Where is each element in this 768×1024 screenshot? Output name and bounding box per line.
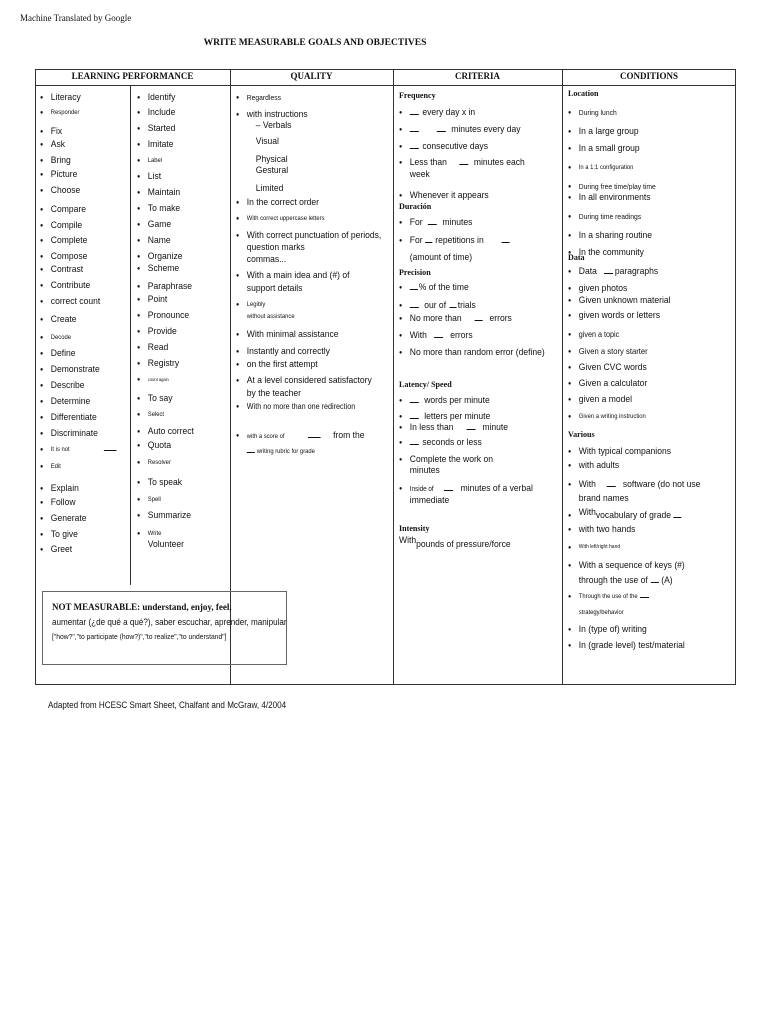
list-item: ● In a 1:1 configuration [568, 162, 656, 173]
quality-list [236, 92, 397, 457]
list-item: ● In (grade level) test/material [568, 640, 700, 651]
list-item: ● Auto correct [137, 426, 194, 437]
list-item: ● Write [137, 528, 194, 539]
conditions-header: CONDITIONS [619, 71, 678, 81]
list-item: ● Choose [40, 185, 116, 196]
blank-line [410, 114, 419, 115]
learning-performance-header: LEARNING PERFORMANCE [71, 71, 194, 81]
list-item [399, 422, 533, 433]
list-item: ● With no more than one redirection [236, 401, 381, 412]
blank-line [410, 289, 418, 290]
list-item: ● With left/right hand [568, 542, 700, 553]
data-heading: Data [568, 252, 585, 262]
list-item: ● count again [137, 374, 194, 385]
list-item: ● Ask [40, 139, 116, 150]
blank-line [474, 320, 482, 321]
list-item: ● With typical companions [568, 446, 700, 457]
quality-header: QUALITY [290, 71, 333, 81]
list-item: ● In a large group [568, 126, 656, 137]
list-item: ● correct count [40, 296, 116, 307]
item-text: minutes [442, 217, 473, 228]
item-text: through the use of [578, 575, 648, 586]
data-list [568, 266, 682, 422]
list-item [399, 330, 545, 341]
list-item: minutes [409, 465, 440, 476]
list-item: ● Spell [137, 494, 194, 505]
blank-line [425, 242, 432, 243]
not-measurable-line: ["how?","to participate (how?)","to realize","to understand"] [52, 632, 227, 641]
list-item: ● Quota [137, 440, 194, 451]
blank-line [450, 307, 457, 308]
list-item: ● Discriminate [40, 428, 116, 439]
list-item: ● To make [137, 203, 194, 214]
item-text: our of [424, 300, 447, 311]
source-footer: Adapted from HCESC Smart Sheet, Chalfant and McGraw, 4/2004 [48, 700, 287, 710]
list-item: ● Given a writing instruction [568, 411, 671, 422]
list-item [399, 124, 525, 135]
blank-line [437, 131, 446, 132]
item-text: minute [482, 422, 508, 433]
list-item [236, 446, 381, 457]
list-item: ● Fix [40, 126, 116, 137]
item-text: letters per minute [424, 411, 491, 422]
list-item [399, 300, 545, 311]
location-heading: Location [568, 88, 599, 98]
list-item: ● With minimal assistance [236, 329, 381, 340]
list-item: ● Paraphrase [137, 281, 194, 292]
item-text: vocabulary of grade [595, 510, 672, 521]
list-item: ● Contribute [40, 280, 116, 291]
item-text: words per minute [424, 395, 490, 406]
item-text: pounds of pressure/force [416, 539, 511, 550]
list-item: ● Define [40, 348, 116, 359]
list-item: ● Greet [40, 544, 116, 555]
blank-line [410, 307, 419, 308]
latency-heading: Latency/ Speed [399, 379, 452, 389]
list-item: ● In (type of) writing [568, 624, 700, 635]
list-item: ● Demonstrate [40, 364, 116, 375]
item-text: Less than [409, 157, 447, 168]
item-text: every day x in [422, 107, 476, 118]
item-text: With [578, 507, 596, 518]
list-item: ● Game [137, 219, 194, 230]
list-item: question marks [246, 242, 305, 253]
list-item: ● Whenever it appears [399, 190, 525, 201]
item-text: minutes of a verbal [460, 483, 533, 494]
blank-line [607, 486, 616, 487]
blank-line [444, 490, 453, 491]
learning-subcolumn-divider [130, 85, 131, 585]
learning-list-b [137, 92, 200, 550]
item-text: In less than [409, 422, 454, 433]
criteria-header: CRITERIA [454, 71, 500, 81]
list-item: ● With correct punctuation of periods, [236, 230, 381, 241]
not-measurable-verbs: : understand, enjoy, feel, [137, 602, 232, 612]
list-item [399, 395, 533, 406]
list-item: support details [246, 283, 303, 294]
list-item [399, 235, 510, 246]
blank-line [650, 582, 658, 583]
list-item: ● Given a calculator [568, 378, 671, 389]
list-item: ● Compose [40, 251, 116, 262]
list-item [40, 444, 116, 455]
list-item: ● Follow [40, 497, 116, 508]
blank-line [674, 517, 682, 518]
list-item: ● Generate [40, 513, 116, 524]
list-item: Visual [255, 136, 279, 147]
list-item: ● Responder [40, 107, 116, 118]
item-text: For [409, 217, 423, 228]
latency-list [399, 395, 548, 506]
list-item: ● Compare [40, 204, 116, 215]
blank-line [410, 444, 419, 445]
machine-translated-note: Machine Translated by Google [20, 13, 132, 23]
list-item [399, 437, 533, 448]
item-text: paragraphs [614, 266, 659, 277]
list-item: Physical [255, 154, 288, 165]
list-item: ● with instructions [236, 109, 381, 120]
item-text: Inside of [409, 486, 434, 493]
list-item: ● given a model [568, 394, 671, 405]
blank-line [104, 450, 117, 451]
list-item: ● given a topic [568, 329, 671, 340]
list-item [568, 507, 700, 521]
list-item: ● given photos [568, 283, 671, 294]
list-item: ● with two hands [568, 524, 700, 535]
list-item [568, 266, 671, 277]
list-item [399, 282, 545, 293]
list-item: ● Determine [40, 396, 116, 407]
item-text: errors [450, 330, 473, 341]
learning-list-a [40, 92, 125, 555]
list-item: ● Organize [137, 251, 194, 262]
list-item: ● Literacy [40, 92, 116, 103]
list-item [568, 575, 700, 586]
list-item: ● Complete [40, 235, 116, 246]
list-item: immediate [409, 495, 450, 506]
list-item: ● Scheme [137, 263, 194, 274]
list-item: ● on the first attempt [236, 359, 381, 370]
list-item: Gestural [255, 165, 289, 176]
list-item: ● Given CVC words [568, 362, 671, 373]
item-text: trials [457, 300, 476, 311]
item-text: For [409, 235, 423, 246]
list-item: – Verbals [255, 120, 292, 131]
list-item: ● With a main idea and (#) of [236, 270, 381, 281]
blank-line [410, 418, 419, 419]
list-item: ● Picture [40, 169, 116, 180]
item-text: It is not [50, 446, 70, 453]
item-text: seconds or less [422, 437, 482, 448]
list-item: ● Edit [40, 461, 116, 472]
list-item: ● Label [137, 155, 194, 166]
list-item [236, 430, 381, 442]
item-text: minutes each [473, 157, 525, 168]
blank-line [640, 597, 649, 598]
blank-line [308, 437, 321, 438]
list-item: ● Describe [40, 380, 116, 391]
list-item: ● Read [137, 342, 194, 353]
list-item: ● During time readings [568, 211, 656, 222]
blank-line [459, 164, 468, 165]
blank-line [434, 337, 443, 338]
list-item: strategy/behavior [578, 609, 624, 616]
item-text: With [409, 330, 427, 341]
list-item: ● Bring [40, 155, 116, 166]
list-item [399, 483, 533, 495]
not-measurable-title [52, 602, 232, 612]
blank-line [247, 452, 255, 453]
list-item: ● Decode [40, 332, 116, 343]
blank-line [604, 273, 613, 274]
list-item: ● No more than random error (define) [399, 347, 545, 358]
list-item: ● Registry [137, 358, 194, 369]
list-item: ● given words or letters [568, 310, 671, 321]
duration-list [399, 217, 522, 263]
blank-line [466, 429, 475, 430]
list-item: week [409, 169, 430, 180]
list-item: ● With correct uppercase letters [236, 213, 381, 224]
item-text: With [578, 479, 596, 490]
blank-line [410, 402, 419, 403]
list-item: ● With a sequence of keys (#) [568, 560, 700, 571]
table-header-divider [35, 85, 736, 86]
duration-heading: Duración [399, 201, 432, 211]
item-text: software (do not use [622, 479, 701, 490]
list-item: ● Imitate [137, 139, 194, 150]
list-item: ● Summarize [137, 510, 194, 521]
list-item: ● To give [40, 529, 116, 540]
blank-line [410, 131, 419, 132]
list-item: ● Regardless [236, 92, 381, 103]
item-text: repetitions in [435, 235, 484, 246]
intensity-item [399, 535, 511, 550]
list-item: ● Differentiate [40, 412, 116, 423]
item-text: With [399, 535, 417, 546]
list-item: ● Identify [137, 92, 194, 103]
list-item: ● List [137, 171, 194, 182]
various-list [568, 446, 715, 651]
list-item: ● In a small group [568, 143, 656, 154]
list-item [568, 479, 700, 490]
list-item: ● During lunch [568, 107, 656, 118]
list-item: ● Provide [137, 326, 194, 337]
list-item: ● To say [137, 393, 194, 404]
list-item: ● Compile [40, 220, 116, 231]
list-item: ● Given a story starter [568, 346, 671, 357]
list-item [399, 157, 525, 168]
list-item: ● Maintain [137, 187, 194, 198]
list-item: by the teacher [246, 388, 301, 399]
list-item: (amount of time) [409, 252, 473, 263]
list-item: ● with adults [568, 460, 700, 471]
list-item: ● Pronounce [137, 310, 194, 321]
list-item: ● Legibly [236, 299, 381, 310]
not-measurable-line: aumentar (¿de qué a qué?), saber escuchar, aprender, manipular [52, 617, 287, 627]
intensity-heading: Intensity [399, 523, 430, 533]
list-item: ● In the community [568, 247, 656, 258]
precision-heading: Precision [399, 267, 431, 277]
list-item: ● In all environments [568, 192, 656, 203]
list-item: ● During free time/play time [568, 181, 656, 192]
list-item: ● Include [137, 107, 194, 118]
list-item: ● Started [137, 123, 194, 134]
list-item: ● Point [137, 294, 194, 305]
item-text: (A) [661, 575, 673, 586]
item-text: Through the use of the [578, 593, 638, 600]
page-title: WRITE MEASURABLE GOALS AND OBJECTIVES [203, 38, 427, 48]
frequency-heading: Frequency [399, 90, 436, 100]
list-item: ● Name [137, 235, 194, 246]
item-text: from the [333, 430, 365, 441]
list-item [399, 313, 545, 324]
item-text: % of the time [418, 282, 469, 293]
item-text: errors [489, 313, 512, 324]
list-item: ● At a level considered satisfactory [236, 375, 381, 386]
location-list [568, 107, 665, 258]
blank-line [410, 148, 419, 149]
blank-line [502, 242, 510, 243]
column-divider [562, 69, 563, 685]
item-text: No more than [409, 313, 462, 324]
list-item: Volunteer [147, 539, 184, 550]
list-item: ● Explain [40, 483, 116, 494]
list-item [399, 107, 525, 118]
list-item: ● To speak [137, 477, 194, 488]
various-heading: Various [568, 429, 595, 439]
list-item [568, 591, 700, 602]
item-text: Data [578, 266, 597, 277]
list-item [399, 217, 510, 228]
list-item: ● Create [40, 314, 116, 325]
list-item: ● Instantly and correctly [236, 346, 381, 357]
list-item: ● Contrast [40, 264, 116, 275]
not-measurable-label: NOT MEASURABLE [52, 602, 138, 612]
item-text: writing rubric for grade [256, 448, 315, 455]
list-item: commas... [246, 254, 287, 265]
list-item: ● Resolver [137, 457, 194, 468]
list-item: without assistance [246, 313, 295, 320]
list-item [399, 411, 533, 422]
list-item: ● Complete the work on [399, 454, 533, 465]
list-item: brand names [578, 493, 629, 504]
item-text: with a score of [246, 433, 285, 440]
item-text: minutes every day [451, 124, 521, 135]
list-item: Limited [255, 183, 284, 194]
item-text: consecutive days [422, 141, 488, 152]
list-item [399, 141, 525, 152]
list-item: ● In a sharing routine [568, 230, 656, 241]
frequency-list [399, 107, 539, 201]
list-item: ● In the correct order [236, 197, 381, 208]
blank-line [428, 224, 437, 225]
list-item: ● Select [137, 409, 194, 420]
list-item: ● Given unknown material [568, 295, 671, 306]
precision-list [399, 282, 561, 358]
